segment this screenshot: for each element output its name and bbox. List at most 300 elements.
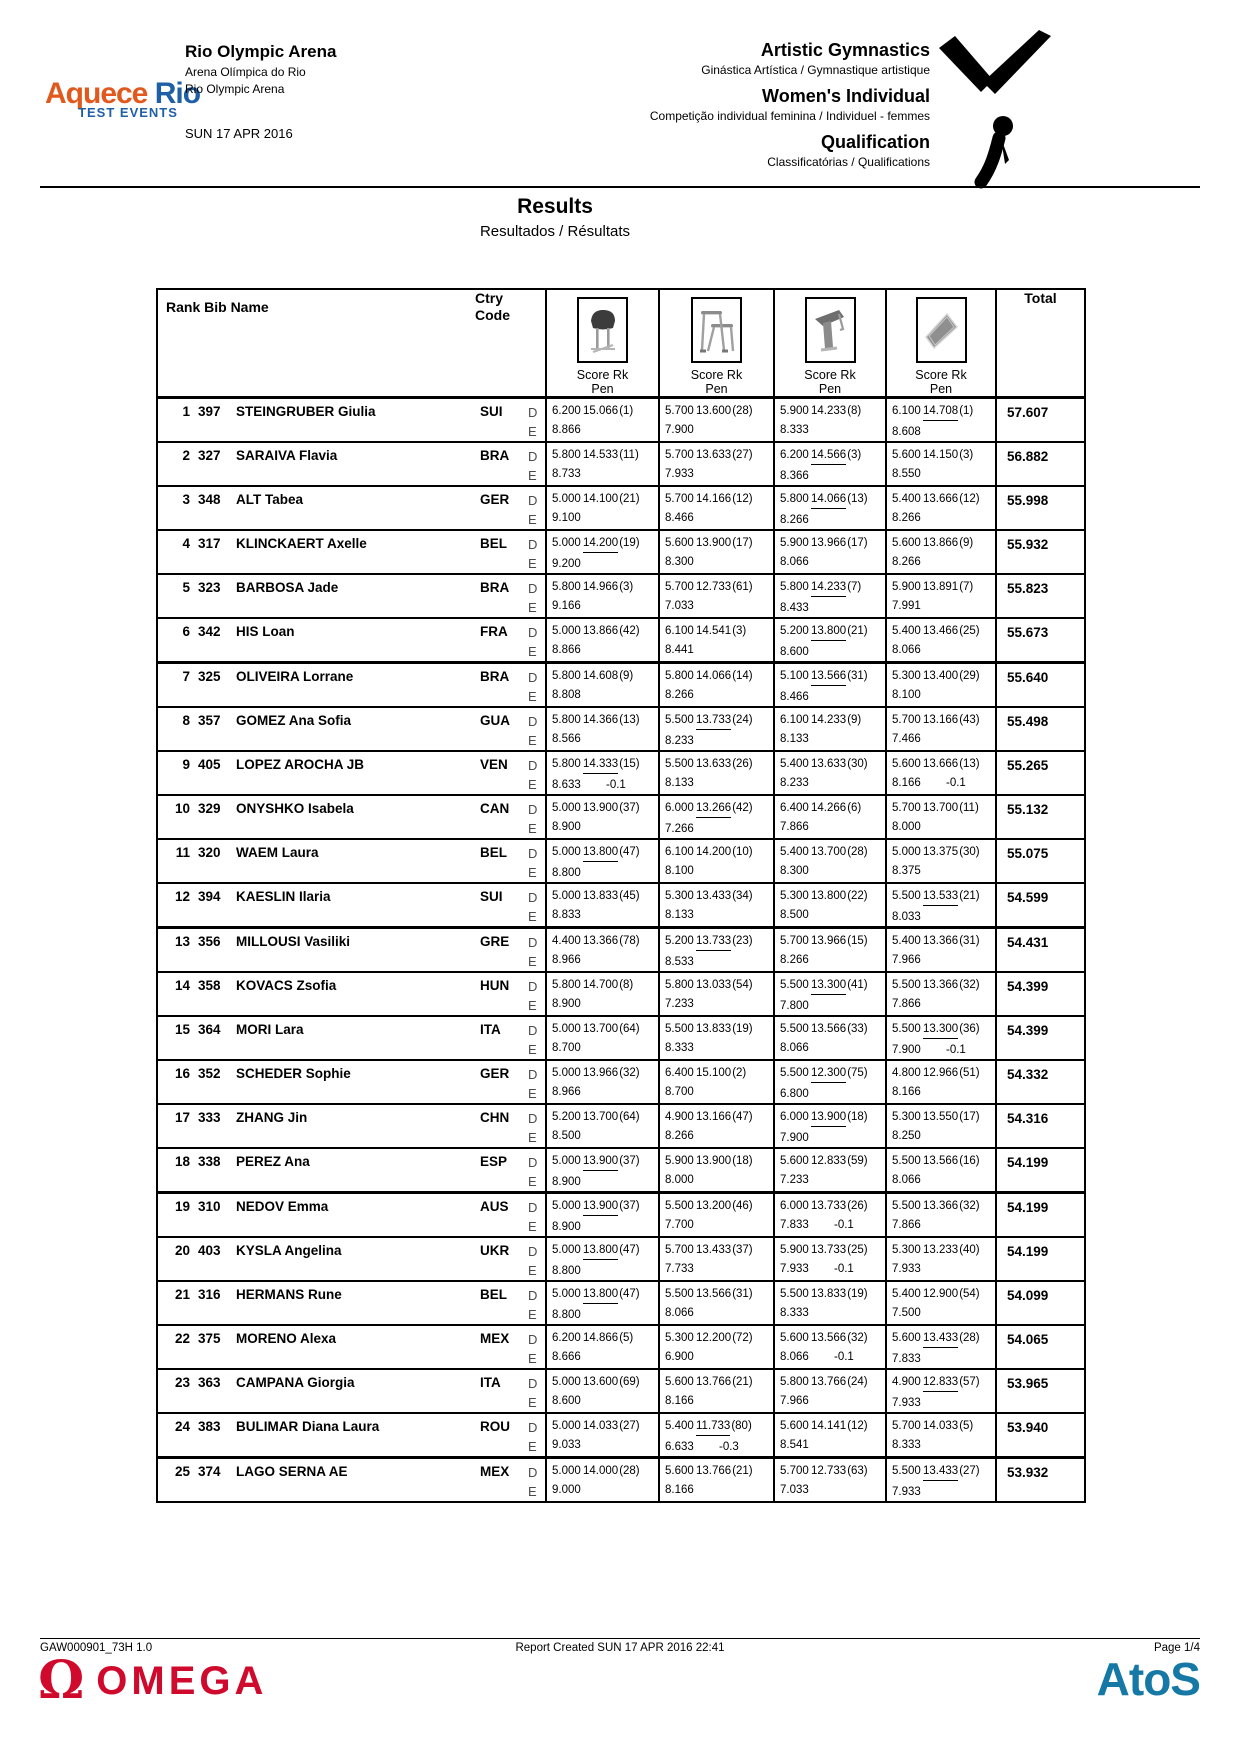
d-score: 5.500	[892, 1465, 921, 1477]
d-label: D	[528, 890, 538, 905]
apparatus-rank: (37)	[619, 1200, 640, 1212]
balance-beam-scores	[774, 1016, 886, 1060]
apparatus-rank: (37)	[732, 1244, 753, 1256]
d-e-labels	[528, 1374, 545, 1412]
apparatus-rank: (36)	[959, 1023, 980, 1035]
athlete-cell	[157, 972, 546, 1016]
bib-value: 352	[198, 1066, 221, 1081]
e-score: 6.800	[780, 1087, 809, 1100]
rank-value: 24	[174, 1419, 190, 1434]
d-e-labels	[528, 623, 545, 661]
balance-beam-scores	[774, 1325, 886, 1369]
d-score: 5.400	[892, 625, 921, 637]
d-score: 5.700	[892, 714, 921, 726]
d-e-labels	[528, 888, 545, 926]
e-score: 7.466	[892, 732, 921, 745]
table-row	[157, 751, 1085, 795]
omega-logo	[38, 1650, 268, 1711]
floor-exercise-scores	[886, 1369, 996, 1413]
vault-scores	[546, 1148, 659, 1193]
d-score: 5.000	[552, 537, 581, 549]
d-e-labels	[528, 668, 545, 706]
header-score-rk: Score Rk	[804, 368, 856, 382]
rank-value: 22	[174, 1331, 190, 1346]
total-score-cell	[996, 1016, 1085, 1060]
floor-exercise-scores	[886, 618, 996, 663]
test-events-tagline: TEST EVENTS	[78, 104, 178, 120]
apparatus-rank: (15)	[847, 935, 868, 947]
rank-value: 15	[174, 1022, 190, 1037]
apparatus-score: 13.800	[811, 890, 847, 902]
apparatus-rank: (28)	[732, 405, 753, 417]
e-score: 8.433	[780, 601, 809, 614]
total-score-cell	[996, 1325, 1085, 1369]
rank-value: 8	[182, 713, 190, 728]
page-subtitle: Resultados / Résultats	[479, 223, 631, 240]
country-code: VEN	[480, 757, 508, 772]
apparatus-score: 13.466	[923, 625, 959, 637]
gymnastics-pictogram-icon	[935, 30, 1055, 190]
floor-exercise-icon	[916, 297, 967, 363]
vault-scores	[546, 1237, 659, 1281]
e-label: E	[528, 468, 537, 483]
uneven-bars-scores	[659, 663, 774, 708]
athlete-name: BARBOSA Jade	[236, 580, 339, 595]
uneven-bars-scores	[659, 928, 774, 973]
apparatus-rank: (64)	[619, 1111, 640, 1123]
total-score: 56.882	[1007, 449, 1049, 464]
vault-scores	[546, 618, 659, 663]
apparatus-score: 13.266	[696, 801, 731, 818]
d-score: 5.700	[780, 1465, 809, 1477]
d-e-labels	[528, 1330, 545, 1368]
total-score-cell	[996, 618, 1085, 663]
vault-scores	[546, 751, 659, 795]
apparatus-score: 13.700	[583, 1023, 619, 1035]
athlete-name: MORI Lara	[236, 1022, 304, 1037]
rio-word: Rio	[147, 77, 201, 110]
apparatus-score: 14.233	[811, 580, 846, 597]
e-score: 8.033	[892, 910, 921, 923]
total-score: 55.823	[1007, 581, 1049, 596]
total-score: 53.932	[1007, 1465, 1049, 1480]
balance-beam-scores	[774, 795, 886, 839]
athlete-name: LOPEZ AROCHA JB	[236, 757, 365, 772]
penalty-value: -0.1	[946, 776, 966, 789]
e-score: 9.100	[552, 511, 581, 524]
total-score: 54.399	[1007, 1023, 1049, 1038]
apparatus-score: 14.700	[583, 979, 619, 991]
vault-scores	[546, 1413, 659, 1458]
d-score: 5.200	[780, 625, 809, 637]
rank-value: 20	[174, 1243, 190, 1258]
table-row	[157, 1325, 1085, 1369]
e-score: 8.600	[552, 1394, 581, 1407]
athlete-name: HIS Loan	[236, 624, 295, 639]
header-floor-cell	[886, 289, 996, 398]
e-score: 8.533	[665, 955, 694, 968]
e-score: 8.100	[665, 864, 694, 877]
d-score: 5.800	[665, 670, 694, 682]
balance-beam-scores	[774, 1060, 886, 1104]
bib-value: 357	[198, 713, 221, 728]
apparatus-rank: (1)	[619, 405, 634, 417]
uneven-bars-scores	[659, 618, 774, 663]
apparatus-score: 14.150	[923, 449, 959, 461]
uneven-bars-scores	[659, 1458, 774, 1503]
header-score-rk: Score Rk	[576, 368, 629, 382]
d-score: 5.400	[892, 935, 921, 947]
uneven-bars-scores	[659, 1237, 774, 1281]
athlete-name: CAMPANA Giorgia	[236, 1375, 355, 1390]
d-label: D	[528, 1288, 538, 1303]
e-label: E	[528, 600, 537, 615]
apparatus-score: 15.066	[583, 405, 619, 417]
table-row	[157, 1281, 1085, 1325]
d-e-labels	[528, 1286, 545, 1324]
total-score: 53.940	[1007, 1420, 1049, 1435]
e-score: 7.866	[780, 820, 809, 833]
e-label: E	[528, 954, 537, 969]
e-label: E	[528, 1439, 537, 1454]
balance-beam-scores	[774, 751, 886, 795]
d-score: 5.800	[552, 581, 581, 593]
apparatus-rank: (31)	[732, 1288, 753, 1300]
apparatus-score: 13.600	[583, 1376, 619, 1388]
d-score: 5.600	[892, 758, 921, 770]
apparatus-score: 13.766	[696, 1465, 732, 1477]
e-score: 8.633	[552, 778, 581, 791]
vault-scores	[546, 1104, 659, 1148]
d-score: 5.800	[552, 714, 581, 726]
d-score: 5.300	[892, 1111, 921, 1123]
omega-symbol-icon: Ω	[38, 1650, 85, 1711]
apparatus-score: 13.300	[923, 1022, 958, 1039]
bib-value: 397	[198, 404, 221, 419]
phase-title: Qualification	[820, 132, 930, 152]
e-score: 9.200	[552, 557, 581, 570]
total-score: 53.965	[1007, 1376, 1049, 1391]
e-score: 8.733	[552, 467, 581, 480]
athlete-name: ALT Tabea	[236, 492, 304, 507]
d-label: D	[528, 802, 538, 817]
d-label: D	[528, 1332, 538, 1347]
apparatus-score: 14.066	[696, 670, 732, 682]
total-score: 55.998	[1007, 493, 1049, 508]
uneven-bars-scores	[659, 795, 774, 839]
table-row	[157, 1104, 1085, 1148]
d-label: D	[528, 449, 538, 464]
bib-value: 363	[198, 1375, 221, 1390]
e-score: 8.233	[780, 776, 809, 789]
floor-exercise-scores	[886, 1458, 996, 1503]
uneven-bars-scores	[659, 1148, 774, 1193]
d-score: 5.500	[780, 979, 809, 991]
e-score: 7.966	[780, 1394, 809, 1407]
d-e-labels	[528, 1242, 545, 1280]
vault-scores	[546, 398, 659, 443]
bib-value: 317	[198, 536, 221, 551]
rank-value: 10	[174, 801, 190, 816]
d-score: 5.700	[780, 935, 809, 947]
athlete-name: SCHEDER Sophie	[236, 1066, 351, 1081]
athlete-cell	[157, 1237, 546, 1281]
e-score: 9.166	[552, 599, 581, 612]
rank-value: 13	[174, 934, 190, 949]
floor-exercise-scores	[886, 883, 996, 928]
d-score: 5.500	[892, 1155, 921, 1167]
e-label: E	[528, 1351, 537, 1366]
floor-exercise-scores	[886, 1148, 996, 1193]
d-score: 5.000	[892, 846, 921, 858]
d-score: 5.000	[552, 1067, 581, 1079]
d-score: 5.800	[552, 449, 581, 461]
total-score: 57.607	[1007, 405, 1049, 420]
rank-value: 5	[182, 580, 190, 595]
apparatus-rank: (33)	[847, 1023, 868, 1035]
athlete-name: KYSLA Angelina	[236, 1243, 342, 1258]
apparatus-score: 13.633	[696, 449, 732, 461]
e-score: 8.166	[892, 776, 921, 789]
vault-scores	[546, 1193, 659, 1238]
d-score: 5.600	[665, 1465, 694, 1477]
apparatus-score: 14.100	[583, 493, 619, 505]
total-score: 54.099	[1007, 1288, 1049, 1303]
d-score: 5.300	[892, 670, 921, 682]
country-code: ESP	[480, 1154, 508, 1169]
d-score: 5.800	[780, 493, 809, 505]
e-label: E	[528, 777, 537, 792]
e-score: 8.566	[552, 732, 581, 745]
e-label: E	[528, 424, 537, 439]
apparatus-score: 13.800	[583, 1243, 618, 1260]
apparatus-rank: (16)	[959, 1155, 980, 1167]
apparatus-rank: (25)	[959, 625, 980, 637]
d-label: D	[528, 979, 538, 994]
apparatus-score: 14.266	[811, 802, 847, 814]
e-label: E	[528, 1484, 537, 1499]
balance-beam-scores	[774, 928, 886, 973]
e-label: E	[528, 733, 537, 748]
balance-beam-scores	[774, 707, 886, 751]
uneven-bars-scores	[659, 442, 774, 486]
floor-exercise-scores	[886, 1016, 996, 1060]
d-score: 5.600	[780, 1332, 809, 1344]
balance-beam-scores	[774, 574, 886, 618]
bib-value: 356	[198, 934, 221, 949]
venue-block	[185, 42, 336, 141]
e-label: E	[528, 1263, 537, 1278]
table-row	[157, 1458, 1085, 1503]
e-score: 8.900	[552, 1175, 581, 1188]
d-score: 5.500	[780, 1288, 809, 1300]
d-score: 5.000	[552, 625, 581, 637]
apparatus-score: 13.800	[583, 845, 618, 862]
balance-beam-scores	[774, 1237, 886, 1281]
apparatus-score: 13.891	[923, 581, 959, 593]
apparatus-score: 13.633	[811, 758, 847, 770]
balance-beam-scores	[774, 1369, 886, 1413]
apparatus-rank: (23)	[732, 935, 753, 947]
vault-scores	[546, 839, 659, 883]
apparatus-score: 13.800	[583, 1287, 618, 1304]
country-code: MEX	[480, 1331, 510, 1346]
d-e-labels	[528, 977, 545, 1015]
e-score: 8.966	[552, 1085, 581, 1098]
balance-beam-icon	[805, 297, 856, 363]
e-score: 8.808	[552, 688, 581, 701]
d-score: 5.000	[552, 1155, 581, 1167]
d-score: 5.000	[552, 1376, 581, 1388]
total-score: 55.075	[1007, 846, 1049, 861]
d-label: D	[528, 1067, 538, 1082]
athlete-cell	[157, 1104, 546, 1148]
athlete-cell	[157, 1458, 546, 1503]
d-score: 5.800	[552, 758, 581, 770]
floor-exercise-scores	[886, 795, 996, 839]
total-score: 54.199	[1007, 1200, 1049, 1215]
e-score: 7.700	[665, 1218, 694, 1231]
balance-beam-scores	[774, 839, 886, 883]
total-score-cell	[996, 574, 1085, 618]
total-score-cell	[996, 972, 1085, 1016]
e-label: E	[528, 556, 537, 571]
d-score: 5.700	[892, 1420, 921, 1432]
phase-sub: Classificatórias / Qualifications	[767, 155, 930, 169]
d-score: 5.000	[552, 1023, 581, 1035]
apparatus-rank: (80)	[731, 1420, 752, 1432]
apparatus-score: 13.733	[696, 713, 731, 730]
total-score: 54.065	[1007, 1332, 1049, 1347]
page-title-block	[0, 195, 1110, 240]
balance-beam-scores	[774, 398, 886, 443]
apparatus-rank: (47)	[732, 1111, 753, 1123]
d-score: 6.000	[780, 1111, 809, 1123]
total-score-cell	[996, 795, 1085, 839]
apparatus-score: 13.200	[696, 1200, 732, 1212]
e-score: 8.100	[892, 688, 921, 701]
apparatus-score: 14.033	[583, 1420, 619, 1432]
athlete-name: KOVACS Zsofia	[236, 978, 337, 993]
vault-scores	[546, 972, 659, 1016]
d-score: 5.500	[665, 758, 694, 770]
apparatus-rank: (25)	[847, 1244, 868, 1256]
athlete-cell	[157, 663, 546, 708]
e-label: E	[528, 644, 537, 659]
d-score: 6.200	[780, 449, 809, 461]
penalty-value: -0.1	[946, 1043, 966, 1056]
country-code: SUI	[480, 889, 503, 904]
d-score: 5.300	[665, 890, 694, 902]
e-score: 8.066	[665, 1306, 694, 1319]
apparatus-score: 13.400	[923, 670, 959, 682]
total-score: 55.265	[1007, 758, 1049, 773]
d-score: 5.600	[892, 537, 921, 549]
vault-scores	[546, 530, 659, 574]
apparatus-score: 13.900	[583, 802, 619, 814]
table-row	[157, 707, 1085, 751]
floor-exercise-scores	[886, 1413, 996, 1458]
athlete-cell	[157, 530, 546, 574]
athlete-cell	[157, 883, 546, 928]
e-score: 7.233	[780, 1173, 809, 1186]
page-number: Page 1/4	[1153, 1642, 1200, 1654]
apparatus-rank: (45)	[619, 890, 640, 902]
balance-beam-scores	[774, 486, 886, 530]
apparatus-rank: (21)	[847, 625, 868, 637]
d-e-labels	[528, 933, 545, 971]
e-label: E	[528, 512, 537, 527]
uneven-bars-scores	[659, 839, 774, 883]
apparatus-score: 13.433	[923, 1464, 958, 1481]
apparatus-score: 13.233	[923, 1244, 959, 1256]
rank-value: 16	[174, 1066, 190, 1081]
apparatus-score: 14.541	[696, 625, 732, 637]
apparatus-score: 13.900	[696, 1155, 732, 1167]
d-e-labels	[528, 491, 545, 529]
uneven-bars-scores	[659, 1281, 774, 1325]
country-code: ROU	[480, 1419, 510, 1434]
e-score: 6.900	[665, 1350, 694, 1363]
apparatus-rank: (5)	[959, 1420, 974, 1432]
d-label: D	[528, 405, 538, 420]
athlete-name: MILLOUSI Vasiliki	[236, 934, 351, 949]
apparatus-score: 12.733	[811, 1465, 847, 1477]
e-score: 8.541	[780, 1438, 809, 1451]
total-score: 55.132	[1007, 802, 1049, 817]
d-score: 6.400	[780, 802, 809, 814]
apparatus-score: 13.700	[923, 802, 959, 814]
d-score: 5.800	[552, 979, 581, 991]
apparatus-score: 13.833	[811, 1288, 847, 1300]
vault-scores	[546, 442, 659, 486]
apparatus-rank: (54)	[732, 979, 753, 991]
d-score: 6.100	[665, 625, 694, 637]
bib-value: 325	[198, 669, 221, 684]
e-label: E	[528, 821, 537, 836]
d-score: 5.500	[665, 1200, 694, 1212]
footer-divider	[40, 1638, 1200, 1639]
apparatus-rank: (6)	[847, 802, 862, 814]
d-score: 5.800	[780, 1376, 809, 1388]
vault-scores	[546, 574, 659, 618]
athlete-name: KLINCKAERT Axelle	[236, 536, 367, 551]
total-score-cell	[996, 442, 1085, 486]
e-score: 8.800	[552, 1308, 581, 1321]
e-score: 8.166	[665, 1483, 694, 1496]
apparatus-rank: (9)	[959, 537, 974, 549]
apparatus-rank: (28)	[619, 1465, 640, 1477]
total-score-cell	[996, 398, 1085, 443]
e-score: 8.900	[552, 1220, 581, 1233]
d-score: 6.100	[665, 846, 694, 858]
e-score: 8.900	[552, 997, 581, 1010]
d-score: 5.000	[552, 1200, 581, 1212]
header-rank-bib-name: Rank Bib Name	[166, 299, 269, 315]
total-score-cell	[996, 530, 1085, 574]
apparatus-score: 14.708	[923, 404, 958, 421]
apparatus-rank: (61)	[732, 581, 753, 593]
apparatus-rank: (29)	[959, 670, 980, 682]
apparatus-rank: (37)	[619, 802, 640, 814]
table-row	[157, 928, 1085, 973]
apparatus-rank: (12)	[847, 1420, 868, 1432]
bib-value: 327	[198, 448, 221, 463]
d-e-labels	[528, 1463, 545, 1501]
e-score: 6.633	[665, 1440, 694, 1453]
e-score: 7.833	[780, 1218, 809, 1231]
total-score-cell	[996, 928, 1085, 973]
